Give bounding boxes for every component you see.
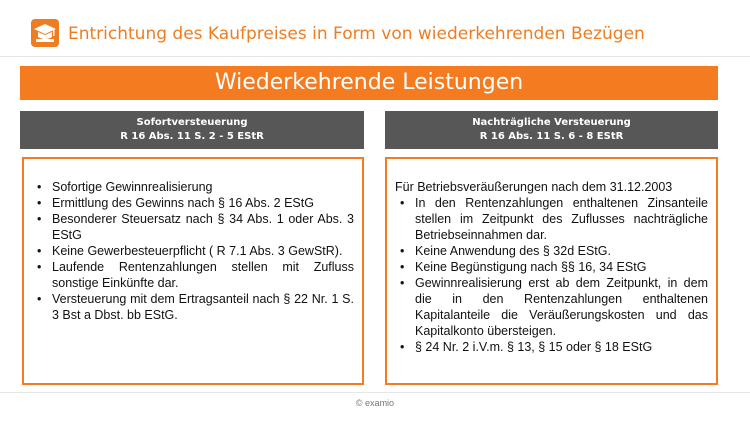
header-divider <box>0 56 750 57</box>
list-item: • Keine Begünstigung nach §§ 16, 34 EStG <box>395 259 708 275</box>
page-title: Entrichtung des Kaufpreises in Form von wiederkehrenden Bezügen <box>68 24 645 44</box>
list-item: • Ermittlung des Gewinns nach § 16 Abs. 2 EStG <box>32 195 354 211</box>
list-item: • Keine Gewerbesteuerpflicht ( R 7.1 Abs. 3 GewStR). <box>32 243 354 259</box>
copyright-footer: © examio <box>355 398 395 408</box>
box-intro-text: Für Betriebsveräußerungen nach dem 31.12.2003 <box>395 180 673 194</box>
list-item: • Besonderer Steuersatz nach § 34 Abs. 1 oder Abs. 3 EStG <box>32 211 354 243</box>
footer-divider <box>0 392 750 393</box>
list-item: • Versteuerung mit dem Ertragsanteil nach § 22 Nr. 1 S. 3 Bst a Dbst. bb EStG. <box>32 291 354 323</box>
list-item: • Keine Anwendung des § 32d EStG. <box>395 243 708 259</box>
section-banner: Wiederkehrende Leistungen <box>20 66 718 100</box>
examio-logo-icon <box>30 18 60 48</box>
column-heading-sofortversteuerung <box>20 111 364 149</box>
list-item: • § 24 Nr. 2 i.V.m. § 13, § 15 oder § 18 EStG <box>395 339 708 355</box>
list-item: • Gewinnrealisierung erst ab dem Zeitpunkt, in dem die in den Rentenzahlungen enthaltenen Kapitalanteile die Veräußerungskosten und das Kapitalkonto übersteigen. <box>395 275 708 339</box>
content-box-nachtraegliche-versteuerung <box>385 157 718 385</box>
list-item: • Laufende Rentenzahlungen stellen mit Zufluss sonstige Einkünfte dar. <box>32 259 354 291</box>
bullet-list <box>24 159 362 323</box>
column-heading-title: Sofortversteuerung <box>136 117 248 128</box>
list-item: • Sofortige Gewinnrealisierung <box>32 179 354 195</box>
column-heading-reference: R 16 Abs. 11 S. 6 - 8 EStR <box>479 131 624 142</box>
list-item: • In den Rentenzahlungen enthaltenen Zinsanteile stellen im Zeitpunkt des Zuflusses nachträgliche Betriebseinnahmen dar. <box>395 195 708 243</box>
column-heading-nachtraegliche-versteuerung <box>385 111 718 149</box>
bullet-list <box>387 195 716 355</box>
content-box-sofortversteuerung <box>22 157 364 385</box>
column-heading-title: Nachträgliche Versteuerung <box>472 117 631 128</box>
column-heading-reference: R 16 Abs. 11 S. 2 - 5 EStR <box>120 131 264 142</box>
